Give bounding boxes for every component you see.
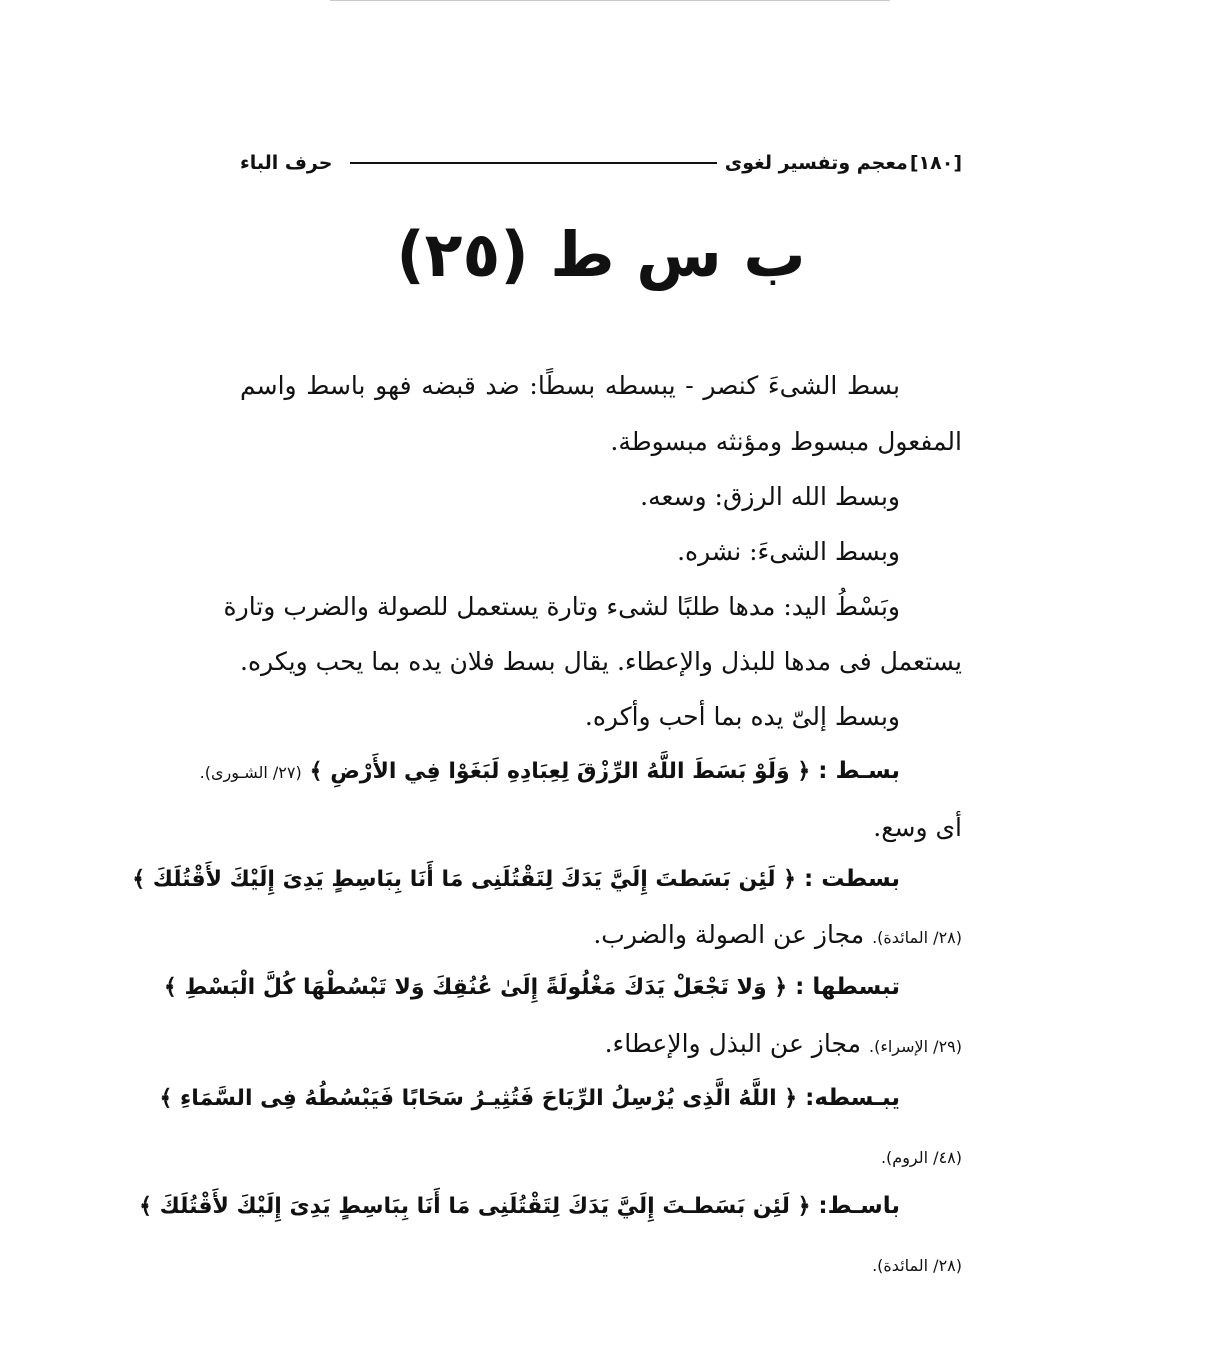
quran-quote: ﴿ لَئِن بَسَطـتَ إِلَيَّ يَدَكَ لِتَقْتُلَنِى مَا أَنَا بِبَاسِطٍ يَدِىَ إِلَيْكَ لأَقْتُلَكَ ﴾ [139, 1194, 811, 1219]
scan-edge-line [330, 0, 890, 1]
header-rule [350, 162, 716, 164]
citation-term: يبـسطه: [805, 1085, 900, 1111]
citation-line [240, 1024, 962, 1067]
citation-line [159, 1077, 900, 1119]
quran-quote: ﴿ لَئِن بَسَطتَ إِلَيَّ يَدَكَ لِتَقْتُلَنِى مَا أَنَا بِبَاسِطٍ يَدِىَ إِلَيْكَ لأَقْتُلَكَ ﴾ [132, 867, 797, 892]
paragraph-line: بسط الشىءَ كنصر - يبسطه بسطًا: ضد قبضه فهو باسط واسم [240, 371, 900, 400]
paragraph-line: وبسط الشىءَ: نشره. [677, 537, 900, 566]
book-title: معجم وتفسير لغوى [724, 152, 908, 174]
section-title: حرف الباء [240, 152, 333, 174]
page-number: [١٨٠] [909, 152, 962, 174]
running-header [240, 148, 962, 178]
paragraph-line: المفعول مبسوط ومؤنثه مبسوطة. [610, 427, 962, 456]
citation-line [240, 915, 962, 958]
paragraph-line: وبسط إلىّ يده بما أحب وأكره. [584, 702, 900, 731]
citation-term: بسـط : [818, 758, 900, 784]
citation-line [240, 1135, 962, 1178]
citation-term: تبسطها : [795, 974, 900, 1000]
citation-line [199, 750, 900, 793]
verse-reference: (٢٨/ المائدة). [872, 1256, 962, 1275]
paragraph-line: يستعمل فى مدها للبذل والإعطاء. يقال بسط فلان يده بما يحب ويكره. [240, 647, 962, 676]
verse-reference: (٢٩/ الإسراء). [868, 1037, 962, 1056]
verse-reference: (٢٨/ المائدة). [872, 928, 962, 947]
citation-term: بسطت : [804, 866, 900, 892]
citation-line [240, 1243, 962, 1286]
citation-line [139, 1185, 900, 1227]
verse-reference: (٤٨/ الروم). [880, 1148, 962, 1167]
quran-quote: ﴿ اللَّهُ الَّذِى يُرْسِلُ الرِّيَاحَ فَتُثِيـرُ سَحَابًا فَيَبْسُطُهُ فِى السَّمَاءِ ﴾ [159, 1086, 798, 1111]
quran-quote: ﴿ وَلَوْ بَسَطَ اللَّهُ الرِّزْقَ لِعِبَادِهِ لَبَغَوْا فِي الأَرْضِ ﴾ [309, 759, 811, 784]
paragraph-line: وبسط الله الرزق: وسعه. [640, 482, 900, 511]
citation-note: أى وسع. [873, 813, 962, 842]
citation-line [163, 966, 900, 1008]
citation-note: مجاز عن الصولة والضرب. [593, 920, 865, 949]
paragraph-line: وبَسْطُ اليد: مدها طلبًا لشىء وتارة يستعمل للصولة والضرب وتارة [223, 592, 900, 621]
citation-line [132, 858, 900, 900]
quran-quote: ﴿ وَلا تَجْعَلْ يَدَكَ مَغْلُولَةً إِلَىٰ عُنُقِكَ وَلا تَبْسُطْهَا كُلَّ الْبَسْطِ ﴾ [163, 975, 788, 1000]
citation-note: مجاز عن البذل والإعطاء. [604, 1029, 862, 1058]
entry-title: ب س ط (٢٥) [396, 218, 806, 291]
verse-reference: (٢٧/ الشـورى). [199, 763, 302, 782]
citation-term: باسـط: [818, 1193, 900, 1219]
